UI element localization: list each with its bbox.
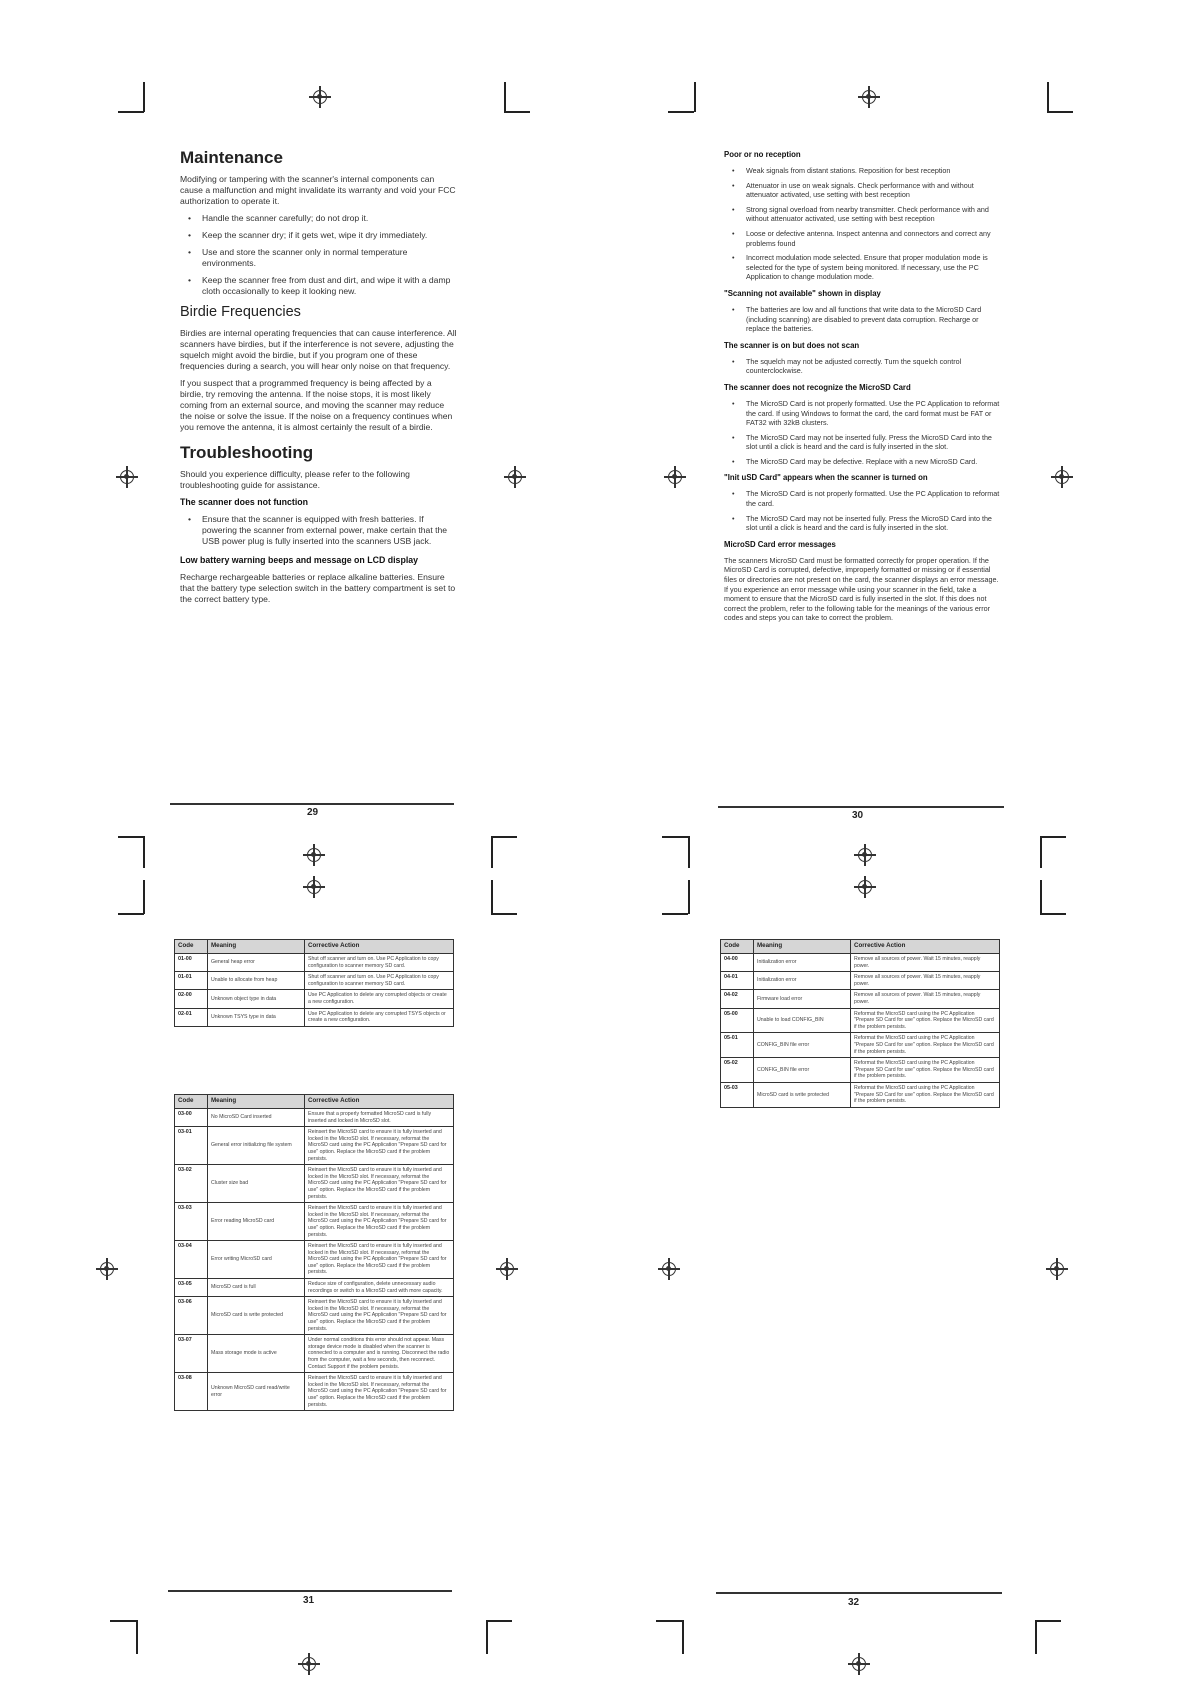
table-row bbox=[721, 972, 1000, 990]
table-row bbox=[175, 1109, 454, 1127]
cell-meaning: Unable to load CONFIG_BIN bbox=[754, 1008, 851, 1033]
table-header-row bbox=[175, 940, 454, 954]
cell-code: 03-02 bbox=[175, 1165, 208, 1203]
table-row bbox=[175, 1008, 454, 1026]
table-row bbox=[175, 1127, 454, 1165]
table-row bbox=[721, 1033, 1000, 1058]
init-usd-list bbox=[724, 489, 1000, 532]
section-heading: MicroSD Card error messages bbox=[724, 539, 836, 549]
cell-code: 05-01 bbox=[721, 1033, 754, 1058]
cell-action: Reinsert the MicroSD card to ensure it is fully inserted and locked in the MicroSD slot. If necessary, reformat the MicroSD card using the PC Application "Prepare SD card for use" option. Replace the MicroSD card if the problem persists. bbox=[305, 1203, 454, 1241]
scanning-not-available-list bbox=[724, 305, 1000, 334]
page-30 bbox=[724, 149, 1000, 629]
cell-action: Reduce size of configuration, delete unnecessary audio recordings or switch to a MicroSD card with more capacity. bbox=[305, 1279, 454, 1297]
cell-meaning: MicroSD card is full bbox=[208, 1279, 305, 1297]
table-row bbox=[175, 990, 454, 1008]
cell-code: 05-03 bbox=[721, 1082, 754, 1107]
cell-code: 04-00 bbox=[721, 954, 754, 972]
list-item: • Ensure that the scanner is equipped with fresh batteries. If powering the scanner from external power, make certain that the USB power plug is fully inserted into the scanners USB jack. bbox=[200, 514, 457, 547]
column-header: Corrective Action bbox=[305, 1095, 454, 1109]
maintenance-list bbox=[180, 213, 457, 297]
cell-meaning: Mass storage mode is active bbox=[208, 1335, 305, 1373]
footer-rule bbox=[718, 806, 1004, 808]
error-table-01-02 bbox=[174, 939, 454, 1027]
cell-action: Use PC Application to delete any corrupted objects or create a new configuration. bbox=[305, 990, 454, 1008]
cell-meaning: No MicroSD Card inserted bbox=[208, 1109, 305, 1127]
page-number: 29 bbox=[307, 807, 319, 818]
table-row bbox=[175, 1297, 454, 1335]
cell-code: 03-04 bbox=[175, 1241, 208, 1279]
cell-action: Remove all sources of power. Wait 15 minutes, reapply power. bbox=[851, 990, 1000, 1008]
cell-code: 03-05 bbox=[175, 1279, 208, 1297]
low-battery-text: Recharge rechargeable batteries or replace alkaline batteries. Ensure that the battery type selection switch in the battery compartment is set to the correct battery type. bbox=[180, 572, 456, 604]
table-row bbox=[175, 1335, 454, 1373]
cell-code: 03-03 bbox=[175, 1203, 208, 1241]
cell-meaning: Unknown object type in data bbox=[208, 990, 305, 1008]
table-row bbox=[721, 990, 1000, 1008]
cell-action: Shut off scanner and turn on. Use PC Application to copy configuration to scanner memory SD card. bbox=[305, 954, 454, 972]
cell-code: 02-01 bbox=[175, 1008, 208, 1026]
cell-action: Use PC Application to delete any corrupted TSYS objects or create a new configuration. bbox=[305, 1008, 454, 1026]
list-item: • Strong signal overload from nearby transmitter. Check performance with and without attenuator activated, use setting with best reception bbox=[744, 205, 1000, 224]
section-heading: Poor or no reception bbox=[724, 150, 801, 159]
cell-meaning: MicroSD card is write protected bbox=[208, 1297, 305, 1335]
footer-rule bbox=[170, 803, 454, 805]
birdie-title: Birdie Frequencies bbox=[180, 304, 301, 320]
column-header: Code bbox=[175, 940, 208, 954]
table-row bbox=[721, 1082, 1000, 1107]
cell-code: 01-01 bbox=[175, 972, 208, 990]
cell-action: Shut off scanner and turn on. Use PC Application to copy configuration to scanner memory SD card. bbox=[305, 972, 454, 990]
cell-action: Reformat the MicroSD card using the PC Application "Prepare SD Card for use" option. Replace the MicroSD card if the problem persists. bbox=[851, 1082, 1000, 1107]
section-heading: Low battery warning beeps and message on LCD display bbox=[180, 555, 419, 565]
footer-rule bbox=[716, 1592, 1002, 1594]
cell-meaning: Error reading MicroSD card bbox=[208, 1203, 305, 1241]
cell-meaning: Firmware load error bbox=[754, 990, 851, 1008]
cell-meaning: Unknown MicroSD card read/write error bbox=[208, 1373, 305, 1411]
table-row bbox=[175, 972, 454, 990]
list-item: • Loose or defective antenna. Inspect antenna and connectors and correct any problems found bbox=[744, 229, 1000, 248]
page-number: 30 bbox=[852, 810, 864, 821]
table-row bbox=[721, 1008, 1000, 1033]
column-header: Meaning bbox=[754, 940, 851, 954]
cell-code: 05-02 bbox=[721, 1058, 754, 1083]
list-item: • Use and store the scanner only in normal temperature environments. bbox=[200, 247, 457, 269]
list-item: • The MicroSD Card may not be inserted fully. Press the MicroSD Card into the slot until a click is heard and the card is fully inserted in the slot. bbox=[744, 433, 1000, 452]
cell-meaning: CONFIG_BIN file error bbox=[754, 1033, 851, 1058]
section-heading: "Scanning not available" shown in display bbox=[724, 288, 881, 298]
no-function-list bbox=[180, 514, 457, 547]
cell-action: Reinsert the MicroSD card to ensure it is fully inserted and locked in the MicroSD slot. If necessary, reformat the MicroSD card using the PC Application "Prepare SD card for use" option. Replace the MicroSD card if the problem persists. bbox=[305, 1373, 454, 1411]
cell-meaning: Unable to allocate from heap bbox=[208, 972, 305, 990]
column-header: Code bbox=[175, 1095, 208, 1109]
poor-reception-list bbox=[724, 166, 1000, 282]
not-recognize-list bbox=[724, 399, 1000, 467]
table-header-row bbox=[175, 1095, 454, 1109]
table-row bbox=[175, 954, 454, 972]
cell-meaning: General error initializing file system bbox=[208, 1127, 305, 1165]
maintenance-intro: Modifying or tampering with the scanner's internal components can cause a malfunction and might invalidate its warranty and void your FCC authorization to operate it. bbox=[180, 174, 456, 206]
troubleshooting-title: Troubleshooting bbox=[180, 443, 314, 462]
cell-action: Remove all sources of power. Wait 15 minutes, reapply power. bbox=[851, 972, 1000, 990]
maintenance-title: Maintenance bbox=[180, 148, 283, 167]
list-item: • The batteries are low and all functions that write data to the MicroSD Card (including scanning) are disabled to prevent data corruption. Recharge or replace the batteries. bbox=[744, 305, 1000, 334]
cell-action: Reinsert the MicroSD card to ensure it is fully inserted and locked in the MicroSD slot. If necessary, reformat the MicroSD card using the PC Application "Prepare SD card for use" option. Replace the MicroSD card if the problem persists. bbox=[305, 1165, 454, 1203]
column-header: Corrective Action bbox=[851, 940, 1000, 954]
page-number: 31 bbox=[303, 1595, 315, 1606]
list-item: • Keep the scanner free from dust and dirt, and wipe it with a damp cloth occasionally to keep it looking new. bbox=[200, 275, 457, 297]
error-table-03 bbox=[174, 1094, 454, 1411]
error-table-04-05 bbox=[720, 939, 1000, 1108]
troubleshooting-intro: Should you experience difficulty, please refer to the following troubleshooting guide for assistance. bbox=[180, 469, 410, 490]
section-heading: "Init uSD Card" appears when the scanner is turned on bbox=[724, 473, 928, 483]
cell-code: 03-08 bbox=[175, 1373, 208, 1411]
list-item: • The MicroSD Card is not properly formatted. Use the PC Application to reformat the card. bbox=[744, 489, 1000, 508]
cell-action: Reinsert the MicroSD card to ensure it is fully inserted and locked in the MicroSD slot. If necessary, reformat the MicroSD card using the PC Application "Prepare SD card for use" option. Replace the MicroSD card if the problem persists. bbox=[305, 1297, 454, 1335]
footer-rule bbox=[168, 1590, 452, 1592]
cell-action: Under normal conditions this error should not appear. Mass storage device mode is disabled when the scanner is connected to a computer and is running. Disconnect the radio from the computer, wait a few seconds, then reconnect. Contact Support if the problem persists. bbox=[305, 1335, 454, 1373]
cell-action: Reformat the MicroSD card using the PC Application "Prepare SD Card for use" option. Replace the MicroSD card if the problem persists. bbox=[851, 1033, 1000, 1058]
table-row bbox=[721, 954, 1000, 972]
table-row bbox=[175, 1241, 454, 1279]
list-item: • Keep the scanner dry; if it gets wet, wipe it dry immediately. bbox=[200, 230, 457, 241]
section-heading: The scanner does not function bbox=[180, 497, 309, 507]
column-header: Corrective Action bbox=[305, 940, 454, 954]
column-header: Code bbox=[721, 940, 754, 954]
section-heading: The scanner is on but does not scan bbox=[724, 340, 860, 350]
cell-meaning: Initialization error bbox=[754, 972, 851, 990]
list-item: • The MicroSD Card may not be inserted fully. Press the MicroSD Card into the slot until a click is heard and the card is fully inserted in the slot. bbox=[744, 514, 1000, 533]
cell-code: 02-00 bbox=[175, 990, 208, 1008]
cell-action: Reformat the MicroSD card using the PC Application "Prepare SD Card for use" option. Replace the MicroSD card if the problem persists. bbox=[851, 1058, 1000, 1083]
table-header-row bbox=[721, 940, 1000, 954]
table-row bbox=[721, 1058, 1000, 1083]
page-number: 32 bbox=[848, 1597, 860, 1608]
cell-meaning: Error writing MicroSD card bbox=[208, 1241, 305, 1279]
on-not-scan-list bbox=[724, 357, 1000, 376]
birdie-paragraph: Birdies are internal operating frequencies that can cause interference. All scanners have birdies, but if the interference is not severe, adjusting the squelch might avoid the birdie, but if you program one of these frequencies during a search, you will hear only noise on that frequency. bbox=[180, 328, 457, 371]
error-messages-text: The scanners MicroSD Card must be formatted correctly for proper operation. If the MicroSD Card is corrupted, defective, improperly formatted or missing or if essential files or directories are not present on the card, the scanner displays an error message. If you experience an error message while using your scanner in the field, take a moment to ensure that the MicroSD card is fully inserted in the slot. If this does not correct the problem, refer to the following table for the meanings of the various error codes and steps you can take to correct the problem. bbox=[724, 555, 999, 623]
cell-meaning: MicroSD card is write protected bbox=[754, 1082, 851, 1107]
cell-meaning: CONFIG_BIN file error bbox=[754, 1058, 851, 1083]
cell-action: Reformat the MicroSD card using the PC Application "Prepare SD Card for use" option. Replace the MicroSD card if the problem persists. bbox=[851, 1008, 1000, 1033]
cell-code: 04-02 bbox=[721, 990, 754, 1008]
cell-meaning: Initialization error bbox=[754, 954, 851, 972]
cell-meaning: Cluster size bad bbox=[208, 1165, 305, 1203]
cell-meaning: General heap error bbox=[208, 954, 305, 972]
table-row bbox=[175, 1279, 454, 1297]
cell-code: 01-00 bbox=[175, 954, 208, 972]
list-item: • The MicroSD Card is not properly formatted. Use the PC Application to reformat the card. If using Windows to format the card, the card format must be FAT or FAT32 with 32kB clusters. bbox=[744, 399, 1000, 428]
list-item: • The MicroSD Card may be defective. Replace with a new MicroSD Card. bbox=[744, 457, 1000, 467]
list-item: • Attenuator in use on weak signals. Check performance with and without attenuator activated, use setting with best reception bbox=[744, 181, 1000, 200]
list-item: • Weak signals from distant stations. Reposition for best reception bbox=[744, 166, 1000, 176]
table-row bbox=[175, 1203, 454, 1241]
column-header: Meaning bbox=[208, 1095, 305, 1109]
cell-code: 03-01 bbox=[175, 1127, 208, 1165]
cell-action: Ensure that a properly formatted MicroSD card is fully inserted and locked in MicroSD slot. bbox=[305, 1109, 454, 1127]
page-29 bbox=[180, 148, 457, 611]
cell-meaning: Unknown TSYS type in data bbox=[208, 1008, 305, 1026]
cell-code: 03-07 bbox=[175, 1335, 208, 1373]
section-heading: The scanner does not recognize the MicroSD Card bbox=[724, 382, 911, 392]
cell-code: 03-06 bbox=[175, 1297, 208, 1335]
column-header: Meaning bbox=[208, 940, 305, 954]
cell-code: 04-01 bbox=[721, 972, 754, 990]
cell-action: Reinsert the MicroSD card to ensure it is fully inserted and locked in the MicroSD slot. If necessary, reformat the MicroSD card using the PC Application "Prepare SD card for use" option. Replace the MicroSD card if the problem persists. bbox=[305, 1241, 454, 1279]
cell-action: Remove all sources of power. Wait 15 minutes, reapply power. bbox=[851, 954, 1000, 972]
cell-code: 05-00 bbox=[721, 1008, 754, 1033]
cell-action: Reinsert the MicroSD card to ensure it is fully inserted and locked in the MicroSD slot. If necessary, reformat the MicroSD card using the PC Application "Prepare SD card for use" option. Replace the MicroSD card if the problem persists. bbox=[305, 1127, 454, 1165]
birdie-paragraph: If you suspect that a programmed frequency is being affected by a birdie, try removing the antenna. If the noise stops, it is most likely coming from an external source, and moving the scanner may reduce the noise or solve the issue. If the noise on a frequency continues when you remove the antenna, it is almost certainly the result of a birdie. bbox=[180, 378, 453, 432]
table-row bbox=[175, 1373, 454, 1411]
list-item: • The squelch may not be adjusted correctly. Turn the squelch control counterclockwise. bbox=[744, 357, 1000, 376]
list-item: • Incorrect modulation mode selected. Ensure that proper modulation mode is selected for the type of system being monitored. If necessary, use the PC Application to change modulation mode. bbox=[744, 253, 1000, 282]
cell-code: 03-00 bbox=[175, 1109, 208, 1127]
table-row bbox=[175, 1165, 454, 1203]
list-item: • Handle the scanner carefully; do not drop it. bbox=[200, 213, 457, 224]
